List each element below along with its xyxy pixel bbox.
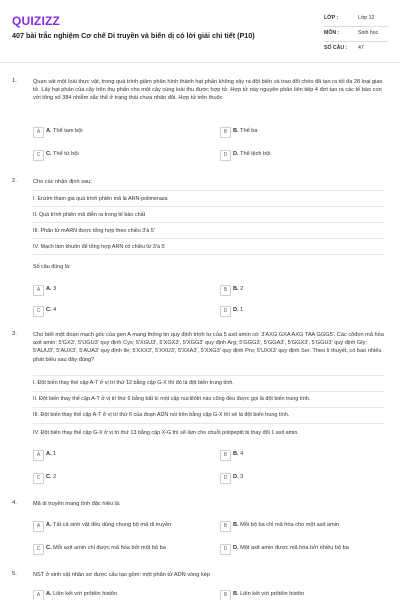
meta-value: Sinh học bbox=[358, 30, 379, 36]
question-text: Cho biết một đoạn mạch gốc của gen A mang thông tin quy định trình tự của 5 axit amin có: 3'AXG GXA AXG TAA GGG5'. Các côđon mã hóa axit amin: 5'GX3', 5'UGU3' quy định Cys; 5'XGU3', 5'XGX3', 5'XGG3' quy định Arg; 5'GGG3', 5'GGA3', 5'GGX3', 5'GGU3' quy định Gly; 5'AUU3', 5'AUX3', 5'AUA3' quy định Ile; 5'XXX3', 5'XXU3', 5'XXA3', 5'XXG3' quy định Pro; 5'UXX3' quy định Ser. Theo lí thuyết, có bao nhiêu phát biểu sau đây đúng? bbox=[33, 332, 384, 363]
option-letter-box[interactable]: B bbox=[220, 450, 231, 461]
option-text: 2 bbox=[53, 474, 57, 481]
divider bbox=[33, 190, 385, 191]
option-prefix: B. bbox=[233, 286, 239, 293]
option-letter-box[interactable]: C bbox=[33, 306, 44, 317]
option-text: Thể lệch bội bbox=[240, 151, 271, 158]
meta-label: LỚP : bbox=[324, 15, 339, 21]
option-prefix: A. bbox=[46, 591, 52, 598]
option-letter-box[interactable]: D bbox=[220, 473, 231, 484]
question-text: NST ở sinh vật nhân sơ được cấu tạo gồm: một phân tử ADN vòng kép bbox=[33, 572, 210, 578]
question-number: 1. bbox=[12, 78, 17, 84]
option-prefix: A. bbox=[46, 522, 52, 529]
option-letter-box[interactable]: C bbox=[33, 473, 44, 484]
option-text: Liên kết với prôtêin histôn bbox=[53, 591, 118, 598]
option-prefix: C. bbox=[46, 545, 52, 552]
quizizz-logo: QUIZIZZ bbox=[12, 14, 61, 28]
question-text: Quan sát một loài thực vật, trong quá trình giảm phân hình thành hạt phấn không xảy ra đột biến và trao đổi chéo đã tạo ra tối đa 28 loại giao tử. Lấy hạt phấn của cây trên thụ phấn cho một cây cùng loài thu được hợp tử. Hợp tử này nguyên phân liên tiếp 4 đợt tạo ra các tế bào con với tổng số 384 nhiễm sắc thể ở trạng thái chưa nhân đôi. Hợp tử trên thuộc bbox=[33, 79, 383, 102]
meta-label: MÔN : bbox=[324, 30, 340, 36]
option-prefix: C. bbox=[46, 307, 52, 314]
statement: III. Phân tử mARN được tổng hợp theo chiều 3'à 5' bbox=[33, 228, 155, 234]
option-prefix: D. bbox=[233, 545, 239, 552]
option-letter-box[interactable]: B bbox=[220, 590, 231, 600]
meta-value: Lớp 12 bbox=[358, 15, 375, 21]
meta-count bbox=[324, 45, 388, 57]
option-prefix: B. bbox=[233, 128, 239, 135]
option-text: Thể tam bội bbox=[53, 128, 83, 135]
statement: III. Đột biến thay thế cặp A-T ở vị trí thứ 6 của đoạn ADN nói trên bằng cặp G-X thì sẽ là đột biến trung tính. bbox=[33, 412, 290, 418]
statement: I. Enzim tham gia quá trình phiên mã là ARN-polimeraza bbox=[33, 196, 168, 202]
option-letter-box[interactable]: A bbox=[33, 285, 44, 296]
statement: IV. Mạch làm khuôn để tổng hợp ARN có chiều từ 3'à 5' bbox=[33, 244, 166, 250]
meta-divider bbox=[324, 41, 388, 42]
option-text: Thể tứ bội bbox=[53, 151, 79, 158]
option-prefix: B. bbox=[233, 451, 239, 458]
option-letter-box[interactable]: D bbox=[220, 150, 231, 161]
option-prefix: A. bbox=[46, 451, 52, 458]
option-prefix: B. bbox=[233, 522, 239, 529]
divider bbox=[33, 206, 385, 207]
option-letter-box[interactable]: A bbox=[33, 127, 44, 138]
meta-divider bbox=[324, 26, 388, 27]
statement: I. Đột biến thay thế cặp A-T ở vị trí thứ 12 bằng cặp G-X thì đó là đột biến trung tính. bbox=[33, 380, 234, 386]
option-letter-box[interactable]: A bbox=[33, 521, 44, 532]
divider bbox=[33, 423, 385, 424]
divider bbox=[33, 391, 385, 392]
option-prefix: D. bbox=[233, 474, 239, 481]
question-number: 5. bbox=[12, 571, 17, 577]
option-prefix: C. bbox=[46, 474, 52, 481]
option-text: Thể ba bbox=[240, 128, 258, 135]
meta-value: 47 bbox=[358, 45, 364, 51]
meta-subject bbox=[324, 30, 388, 42]
option-letter-box[interactable]: B bbox=[220, 285, 231, 296]
question-text: Mã di truyền mang tính đặc hiệu là: bbox=[33, 501, 121, 507]
question-number: 4. bbox=[12, 500, 17, 506]
option-letter-box[interactable]: A bbox=[33, 590, 44, 600]
divider bbox=[33, 222, 385, 223]
option-text: 1 bbox=[240, 307, 244, 314]
option-letter-box[interactable]: D bbox=[220, 544, 231, 555]
option-letter-box[interactable]: D bbox=[220, 306, 231, 317]
meta-class bbox=[324, 15, 388, 27]
question-number: 3. bbox=[12, 331, 17, 337]
option-text: 4 bbox=[240, 451, 244, 458]
option-prefix: D. bbox=[233, 307, 239, 314]
option-letter-box[interactable]: B bbox=[220, 521, 231, 532]
option-text: Tất cả sinh vật đều dùng chung bộ mã di truyền bbox=[53, 522, 172, 529]
option-prefix: D. bbox=[233, 151, 239, 158]
option-letter-box[interactable]: C bbox=[33, 544, 44, 555]
statement: II. Quá trình phiên mã diễn ra trong tế bào chất bbox=[33, 212, 146, 218]
option-prefix: A. bbox=[46, 286, 52, 293]
option-prefix: C. bbox=[46, 151, 52, 158]
question-closing: Số câu đúng là: bbox=[33, 264, 71, 270]
option-text: 2 bbox=[240, 286, 244, 293]
option-text: Một axit amin được mã hóa bởi nhiều bộ ba bbox=[240, 545, 349, 552]
option-prefix: A. bbox=[46, 128, 52, 135]
divider bbox=[33, 375, 385, 376]
meta-label: SỐ CÂU : bbox=[324, 45, 348, 51]
option-text: Mỗi bộ ba chỉ mã hóa cho một axit amin bbox=[240, 522, 340, 529]
option-letter-box[interactable]: C bbox=[33, 150, 44, 161]
option-text: 3 bbox=[240, 474, 244, 481]
option-text: Liên kết với prôtêin histôn bbox=[240, 591, 305, 598]
divider bbox=[33, 238, 385, 239]
option-text: 1 bbox=[53, 451, 57, 458]
worksheet-header bbox=[0, 0, 400, 63]
option-text: 4 bbox=[53, 307, 57, 314]
question-text: Cho các nhận định sau: bbox=[33, 179, 92, 185]
option-text: 3 bbox=[53, 286, 57, 293]
worksheet-title: 407 bài trắc nghiệm Cơ chế Di truyền và biến dị có lời giải chi tiết (P10) bbox=[12, 31, 255, 40]
divider bbox=[33, 254, 385, 255]
option-letter-box[interactable]: B bbox=[220, 127, 231, 138]
option-text: Mỗi axit amin chỉ được mã hóa bởi một bộ ba bbox=[53, 545, 166, 552]
statement: IV. Đột biến thay thế cặp G-X ở vị trí thứ 13 bằng cặp X-G thì sẽ làm cho chuỗi polipeptit bị thay đổi 1 axit amin. bbox=[33, 430, 299, 436]
option-letter-box[interactable]: A bbox=[33, 450, 44, 461]
question-number: 2. bbox=[12, 178, 17, 184]
divider bbox=[33, 407, 385, 408]
statement: II. Đột biến thay thế cặp A-T ở vị trí thứ 6 bằng bất kì một cặp nuclêôtit nào cũng đều được gọi là đột biến trung tính. bbox=[33, 396, 311, 402]
option-prefix: B. bbox=[233, 591, 239, 598]
